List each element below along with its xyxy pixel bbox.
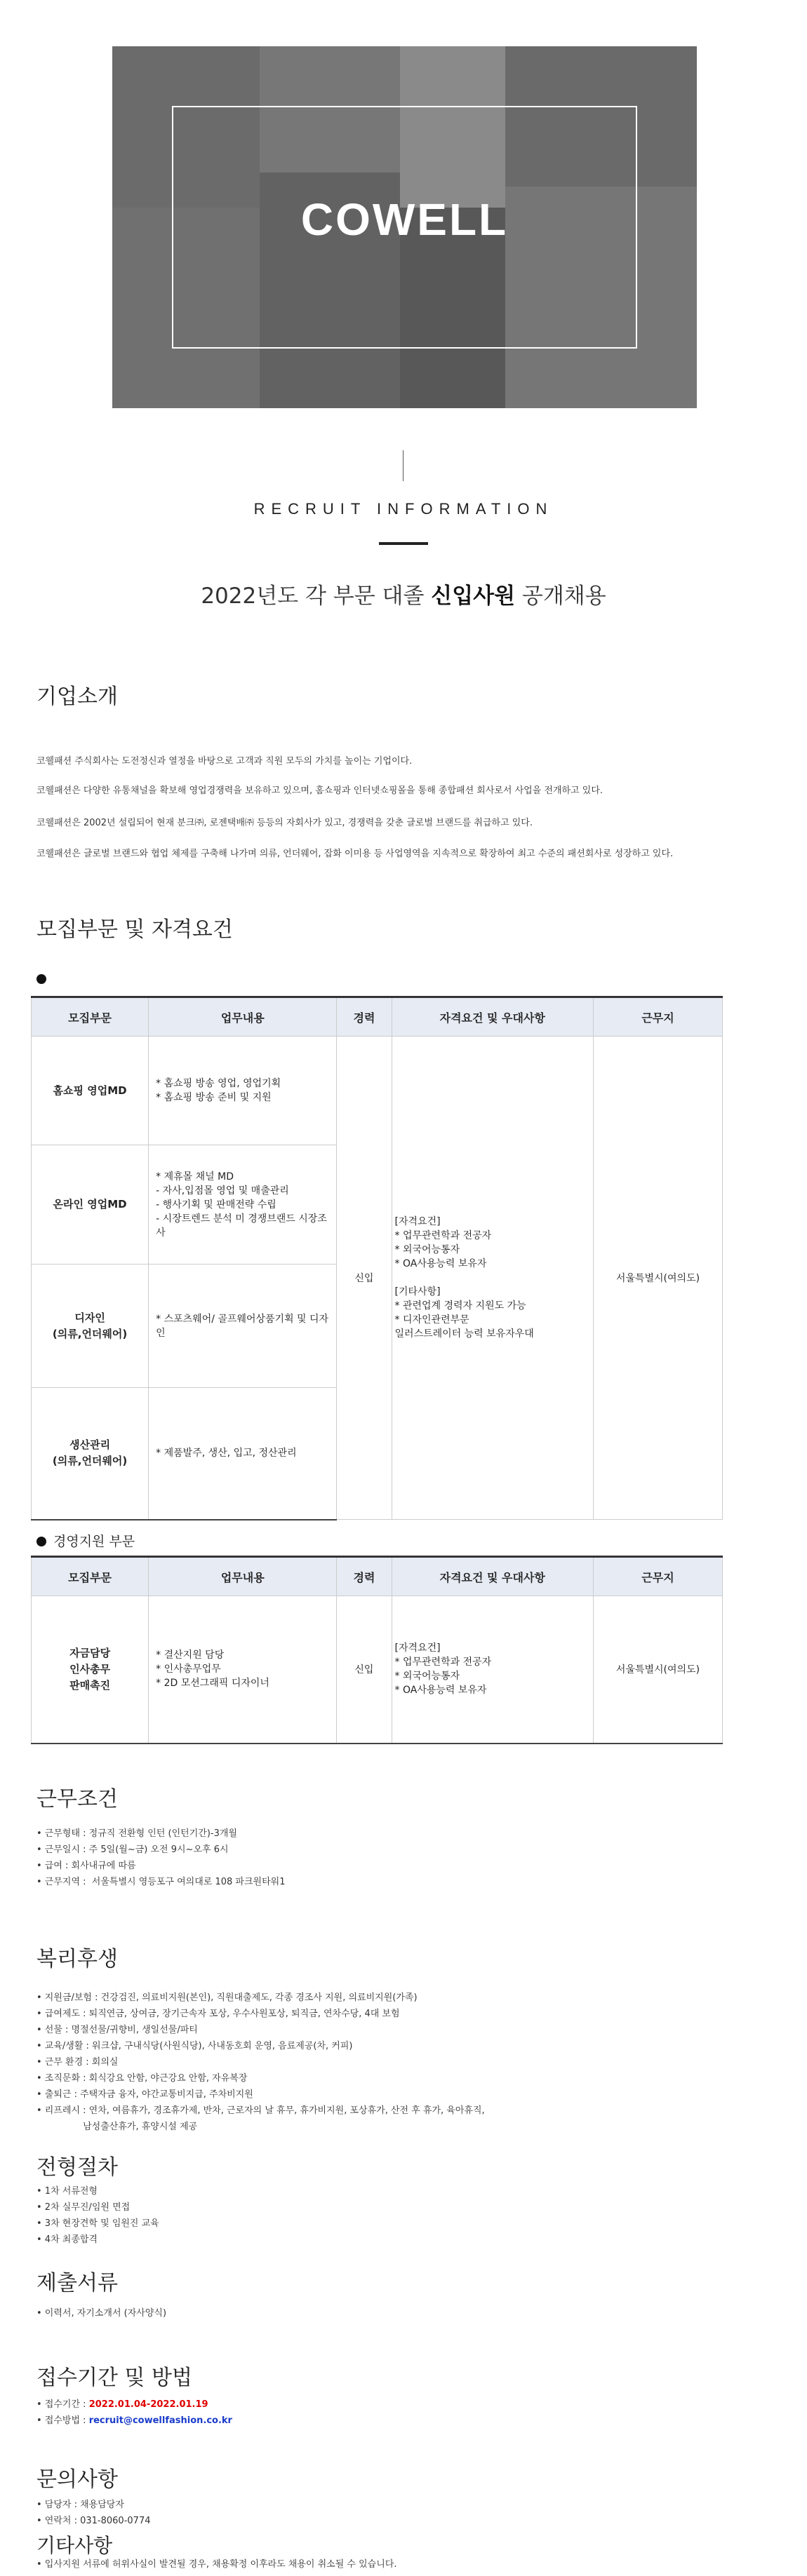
dept-cell: 생산관리 (의류,언더웨어) bbox=[32, 1388, 149, 1520]
table-header: 자격요건 및 우대사항 bbox=[392, 997, 593, 1037]
company-paragraph: 코웰패션은 2002년 설립되어 현재 분크㈜, 로젠택배㈜ 등등의 자회사가 있고, 경쟁력을 갖춘 글로벌 브랜드를 취급하고 있다. bbox=[36, 818, 533, 828]
recruit-table-2 bbox=[31, 1556, 723, 1744]
welfare-title: 복리후생 bbox=[36, 1947, 118, 1971]
list-item: • 1차 서류전형 bbox=[36, 2186, 98, 2197]
list-item bbox=[36, 2396, 232, 2413]
requirements-title: 모집부문 및 자격요건 bbox=[36, 917, 233, 942]
career-cell: 신입 bbox=[337, 1596, 392, 1744]
location-cell: 서울특별시(여의도) bbox=[593, 1596, 722, 1744]
task-cell: * 홈쇼핑 방송 영업, 영업기획 * 홈쇼핑 방송 준비 및 지원 bbox=[149, 1037, 337, 1145]
qualification-cell: [자격요건] * 업무관련학과 전공자 * 외국어능통자 * OA사용능력 보유자 bbox=[392, 1596, 593, 1744]
email-link[interactable]: recruit@cowellfashion.co.kr bbox=[88, 2415, 232, 2426]
table-row bbox=[32, 1037, 723, 1145]
table-header: 업무내용 bbox=[149, 1557, 337, 1596]
list-item: • 급여 : 회사내규에 따름 bbox=[36, 1861, 136, 1871]
list-item: • 지원금/보험 : 건강검진, 의료비지원(본인), 직원대출제도, 각종 경조사 지원, 의료비지원(가족) bbox=[36, 1992, 418, 2003]
cowell-logo: COWELL bbox=[300, 194, 509, 245]
table-row bbox=[32, 1596, 723, 1744]
group-label-text: 경영지원 부문 bbox=[53, 1534, 135, 1549]
inquiry-title: 문의사항 bbox=[36, 2467, 118, 2492]
group-label bbox=[36, 1531, 135, 1550]
table-header: 경력 bbox=[337, 997, 392, 1037]
dept-cell: 홈쇼핑 영업MD bbox=[32, 1037, 149, 1145]
bullet-icon bbox=[36, 1537, 46, 1546]
list-item: • 출퇴근 : 주택자금 융자, 야간교통비지급, 주차비지원 bbox=[36, 2089, 253, 2100]
application-list bbox=[36, 2396, 232, 2429]
bullet-icon bbox=[36, 974, 46, 984]
application-title: 접수기간 및 방법 bbox=[36, 2366, 192, 2390]
documents-list bbox=[36, 2305, 166, 2321]
list-item: • 이력서, 자기소개서 (자사양식) bbox=[36, 2308, 167, 2319]
headline-strong: 신입사원 bbox=[431, 584, 516, 609]
list-item: • 근무형태 : 정규직 전환형 인턴 (인턴기간)-3개월 bbox=[36, 1828, 237, 1839]
period-label: • 접수기간 : bbox=[36, 2399, 89, 2410]
table-header: 모집부문 bbox=[32, 1557, 149, 1596]
period-value: 2022.01.04-2022.01.19 bbox=[88, 2399, 208, 2410]
recruit-table-1 bbox=[31, 996, 723, 1520]
list-item: • 2차 실무진/임원 면접 bbox=[36, 2202, 131, 2213]
table-header: 근무지 bbox=[593, 1557, 722, 1596]
dept-cell: 온라인 영업MD bbox=[32, 1145, 149, 1265]
headline-post: 공개채용 bbox=[515, 584, 606, 609]
etc-title: 기타사항 bbox=[36, 2534, 113, 2557]
list-item: • 입사지원 서류에 허위사실이 발견될 경우, 채용확정 이후라도 채용이 취소될 수 있습니다. bbox=[36, 2559, 397, 2570]
inquiry-list bbox=[36, 2497, 150, 2529]
task-cell: * 제휴몰 채널 MD - 자사,입점몰 영업 및 매출관리 - 행사기획 및 판매전략 수립 - 시장트렌드 분석 미 경쟁브랜드 시장조사 bbox=[149, 1145, 337, 1265]
list-item: • 선물 : 명절선물/귀향비, 생일선물/파티 bbox=[36, 2025, 198, 2035]
process-title: 전형절차 bbox=[36, 2155, 118, 2180]
list-item: • 리프레시 : 연차, 여름휴가, 경조휴가제, 반차, 근로자의 날 휴무, 휴가비지원, 포상휴가, 산전 후 휴가, 육아휴직, bbox=[36, 2105, 485, 2116]
recruit-information-label: RECRUIT INFORMATION bbox=[253, 500, 554, 518]
list-item: 남성출산휴가, 휴양시설 제공 bbox=[36, 2122, 198, 2132]
divider-line bbox=[403, 450, 404, 481]
list-item: • 3차 현장견학 및 임원진 교육 bbox=[36, 2218, 159, 2229]
divider-bar bbox=[379, 542, 428, 545]
list-item: • 연락처 : 031-8060-0774 bbox=[36, 2516, 151, 2526]
list-item: • 근무지역 : 서울특별시 영등포구 여의대로 108 파크원타워1 bbox=[36, 1877, 286, 1887]
company-title: 기업소개 bbox=[36, 685, 118, 709]
group-label bbox=[36, 971, 53, 987]
qualification-cell: [자격요건] * 업무관련학과 전공자 * 외국어능통자 * OA사용능력 보유자 [기타사항] * 관련업계 경력자 지원도 가능 * 디자인관련부문 일러스트레이터 능력 보유자우대 bbox=[392, 1037, 593, 1520]
list-item: • 근무일시 : 주 5일(월~금) 오전 9시~오후 6시 bbox=[36, 1845, 229, 1855]
list-item: • 급여제도 : 퇴직연금, 상여금, 장기근속자 포상, 우수사원포상, 퇴직금, 연차수당, 4대 보험 bbox=[36, 2009, 400, 2019]
list-item: • 담당자 : 채용담당자 bbox=[36, 2500, 124, 2510]
conditions-title: 근무조건 bbox=[36, 1787, 118, 1812]
list-item: • 근무 환경 : 회의실 bbox=[36, 2057, 119, 2068]
dept-cell: 자금담당 인사총무 판매촉진 bbox=[32, 1596, 149, 1744]
list-item: • 조직문화 : 회식강요 안함, 야근강요 안함, 자유복장 bbox=[36, 2073, 248, 2084]
headline-pre: 2022년도 각 부문 대졸 bbox=[201, 584, 432, 609]
dept-cell: 디자인 (의류,언더웨어) bbox=[32, 1265, 149, 1388]
company-paragraph: 코웰패션은 글로벌 브랜드와 협업 체제를 구축해 나가며 의류, 언더웨어, 잡화 이미용 등 사업영역을 지속적으로 확장하여 최고 수준의 패션회사로 성장하고 있다. bbox=[36, 849, 674, 859]
career-cell: 신입 bbox=[337, 1037, 392, 1520]
process-list bbox=[36, 2183, 159, 2248]
task-cell: * 제품발주, 생산, 입고, 정산관리 bbox=[149, 1388, 337, 1520]
company-paragraph: 코웰패션 주식회사는 도전정신과 열정을 바탕으로 고객과 직원 모두의 가치를 높이는 기업이다. bbox=[36, 756, 413, 767]
hero-banner bbox=[112, 46, 697, 408]
method-label: • 접수방법 : bbox=[36, 2415, 89, 2426]
table-header: 자격요건 및 우대사항 bbox=[392, 1557, 593, 1596]
etc-list bbox=[36, 2556, 396, 2572]
location-cell: 서울특별시(여의도) bbox=[593, 1037, 722, 1520]
task-cell: * 스포츠웨어/ 골프웨어상품기획 및 디자인 bbox=[149, 1265, 337, 1388]
welfare-list bbox=[36, 1990, 485, 2135]
table-header: 모집부문 bbox=[32, 997, 149, 1037]
table-header: 근무지 bbox=[593, 997, 722, 1037]
company-paragraph: 코웰패션은 다양한 유통채널을 확보해 영업경쟁력을 보유하고 있으며, 홈쇼핑과 인터넷쇼핑몰을 통해 종합패션 회사로서 사업을 전개하고 있다. bbox=[36, 785, 603, 796]
list-item: • 교육/생활 : 워크샵, 구내식당(사원식당), 사내동호회 운영, 음료제공(차, 커피) bbox=[36, 2041, 353, 2051]
task-cell: * 결산지원 담당 * 인사총무업무 * 2D 모션그래픽 디자이너 bbox=[149, 1596, 337, 1744]
list-item bbox=[36, 2413, 232, 2429]
table-header: 경력 bbox=[337, 1557, 392, 1596]
documents-title: 제출서류 bbox=[36, 2271, 118, 2295]
table-header: 업무내용 bbox=[149, 997, 337, 1037]
list-item: • 4차 최종합격 bbox=[36, 2234, 98, 2245]
conditions-list bbox=[36, 1826, 285, 1890]
page-headline bbox=[0, 578, 807, 609]
